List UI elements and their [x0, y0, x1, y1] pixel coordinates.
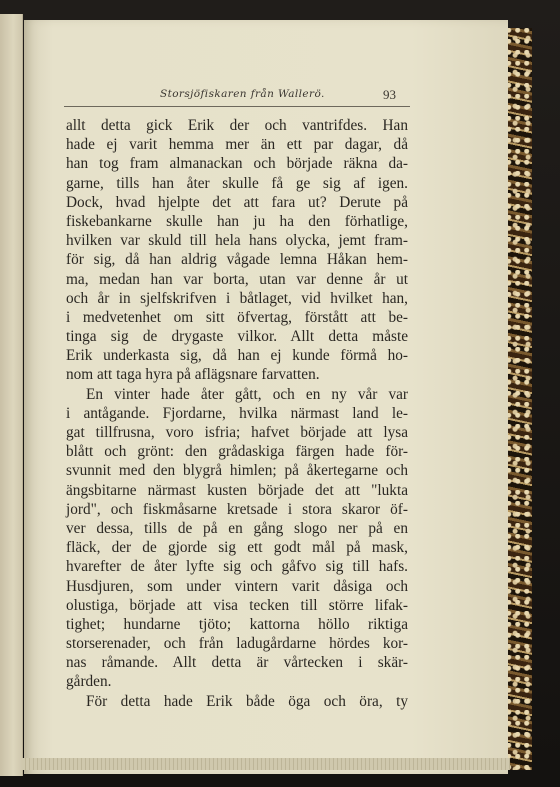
text-line: hvarefter de åter lyfte sig och gåfvo sig till hafs. [66, 558, 408, 576]
text-line: han tog fram almanackan och började räkna da- [66, 155, 408, 173]
text-line: för sig, då han aldrig vågade lemna Håkan hem- [66, 251, 408, 269]
text-line: olustiga, började att visa tecken till större lifak- [66, 596, 408, 614]
text-line: hade ej varit hemma mer än ett par dagar, då [66, 136, 408, 154]
paragraph-start-line: En vinter hade åter gått, och en ny vår var [86, 385, 408, 403]
text-line: nas råmande. Allt detta är vårtecken i skär- [66, 654, 408, 672]
text-line: och år in sjelfskrifven i båtlaget, vid hvilket han, [66, 289, 408, 307]
header-rule [64, 106, 410, 107]
text-line: allt detta gick Erik der och vantrifdes. Han [66, 117, 408, 134]
text-line: svunnit med den blygrå himlen; på åkertegarne och [66, 462, 408, 480]
text-line: Dock, hvad hjelpte det att fara ut? Derute på [66, 193, 408, 211]
paragraph-end-line: gården. [66, 673, 112, 691]
text-line: ängsbitarne närmast kusten började det att "lukta [66, 481, 408, 499]
text-line: hvilken var skuld till hela hans olycka, jemt fram- [66, 232, 408, 250]
text-line: i medvetenhet om sitt öfvertag, förstått att be- [66, 308, 408, 326]
text-line: i antågande. Fjordarne, hvilka närmast land le- [66, 404, 408, 422]
text-line: garne, tills han åter skulle få ge sig af igen. [66, 174, 408, 192]
paragraph-start-line: För detta hade Erik både öga och öra, ty [86, 692, 408, 710]
page-stack-edge [22, 758, 510, 770]
text-line: fläck, der de gjorde sig ett godt mål på mask, [66, 539, 408, 557]
body-text [66, 116, 408, 711]
text-line: tinga sig de drygaste vilkor. Allt detta måste [66, 328, 408, 346]
text-line: Husdjuren, som under vintern varit dåsiga och [66, 577, 408, 595]
text-line: Erik underkasta sig, då han ej kunde förmå ho- [66, 347, 408, 365]
paragraph-end-line: nom att taga hyra på aflägsnare farvatten. [66, 366, 320, 384]
text-line: blått och grönt: den grådaskiga färgen hade för- [66, 443, 408, 461]
text-line: ver dessa, tills de på en gång slogo ner på en [66, 519, 408, 537]
text-line: jord", och fiskmåsarne kretsade i stora skaror öf- [66, 500, 408, 518]
marbled-cover-edge [506, 28, 532, 770]
running-head [0, 88, 560, 108]
page-number: 93 [383, 87, 396, 102]
text-line: tighet; hundarne tjöto; kattorna höllo riktiga [66, 615, 408, 633]
facing-page-edge [0, 14, 23, 776]
text-line: ma, medan han var borta, utan var denne år ut [66, 270, 408, 288]
text-line: gat tillfrusna, voro isfria; hafvet började att lysa [66, 424, 408, 441]
text-line: storserenader, och från ladugårdarne hördes kor- [66, 635, 408, 653]
running-title: Storsjöfiskaren från Wallerö. [160, 88, 325, 100]
text-line: fiskebankarne skulle han ju ha den förhatlige, [66, 212, 408, 230]
